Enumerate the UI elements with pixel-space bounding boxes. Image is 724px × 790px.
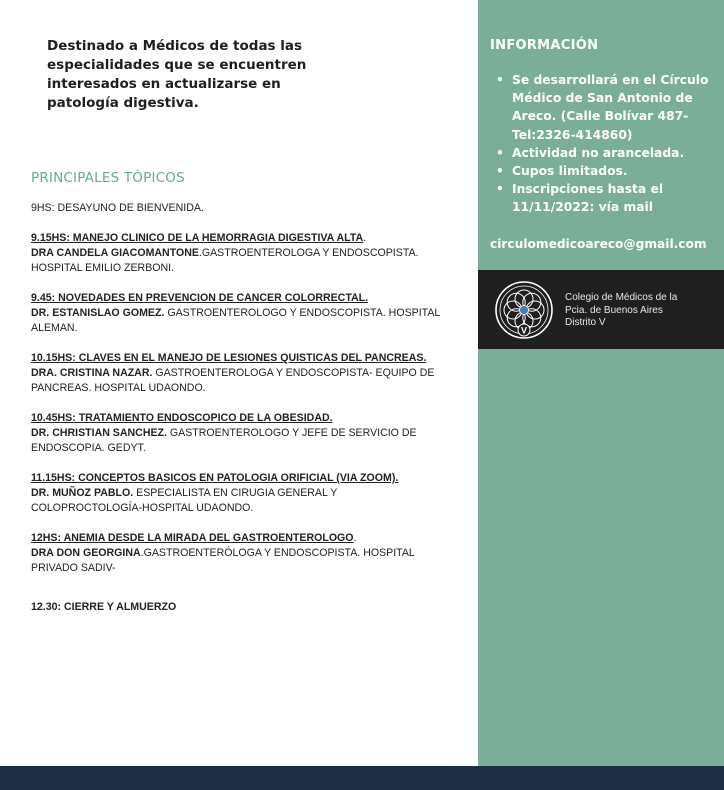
topic-title-suffix: . <box>363 232 367 244</box>
college-name-line: Colegio de Médicos de la <box>565 292 678 303</box>
topic-item <box>31 201 451 216</box>
topic-title-suffix: . <box>353 532 357 544</box>
topics-heading: PRINCIPALES TÓPICOS <box>31 170 185 186</box>
topic-speaker: DRA CANDELA GIACOMANTONE <box>31 247 199 259</box>
info-heading: INFORMACIÓN <box>490 38 599 53</box>
topic-title: 9.45: NOVEDADES EN PREVENCION DE CANCER COLORRECTAL. <box>31 292 369 304</box>
college-banner <box>478 270 724 349</box>
topic-speaker: DR. ESTANISLAO GOMEZ. <box>31 307 165 319</box>
topic-title: 11.15HS: CONCEPTOS BASICOS EN PATOLOGIA ORIFICIAL (VIA ZOOM). <box>31 472 399 484</box>
topic-detail: GASTROENTEROLOGA Y ENDOSCOPISTA- EQUIPO DE PANCREAS. HOSPITAL UDAONDO. <box>31 367 435 394</box>
topic-item <box>31 471 451 516</box>
topic-speaker: DRA. CRISTINA NAZAR. <box>31 367 153 379</box>
topic-title: 10.45HS: TRATAMIENTO ENDOSCOPICO DE LA OBESIDAD. <box>31 412 333 424</box>
info-item-text: Cupos limitados. <box>512 164 628 179</box>
info-item <box>490 180 712 216</box>
topic-title: 12HS: ANEMIA DESDE LA MIRADA DEL GASTROENTEROLOGO <box>31 532 354 544</box>
topic-title: 9HS: DESAYUNO DE BIENVENIDA. <box>31 202 204 214</box>
topic-item <box>31 411 451 456</box>
college-name-line: Distrito V <box>565 317 606 328</box>
contact-email[interactable]: circulomedicoareco@gmail.com <box>490 237 707 251</box>
info-list <box>490 71 712 217</box>
info-item <box>490 71 712 144</box>
emblem-letter: V <box>520 325 528 336</box>
footer-bar <box>0 766 724 790</box>
topic-detail: ESPECIALISTA EN CIRUGIA GENERAL Y COLOPROCTOLOGÍA-HOSPITAL UDAONDO. <box>31 487 338 514</box>
bullet-icon: • <box>496 73 504 87</box>
bullet-icon: • <box>496 182 504 197</box>
topic-item <box>31 531 451 576</box>
info-item <box>490 162 712 180</box>
topic-speaker: DR. CHRISTIAN SANCHEZ. <box>31 427 167 439</box>
info-item-text: Se desarrollará en el Círculo Médico de San Antonio de Areco. (Calle Bolívar 487- Tel:2326-414860) <box>512 73 709 142</box>
topic-detail: GASTROENTEROLOGO Y ENDOSCOPISTA. HOSPITAL ALEMAN. <box>31 307 440 334</box>
info-item <box>490 144 712 162</box>
info-item-text: Inscripciones hasta el 11/11/2022: vía mail <box>512 182 664 215</box>
topic-title: 10.15HS: CLAVES EN EL MANEJO DE LESIONES QUISTICAS DEL PANCREAS. <box>31 352 427 364</box>
closing-item: 12.30: CIERRE Y ALMUERZO <box>31 601 177 613</box>
topic-detail: .GASTROENTEROLOGA Y ENDOSCOPISTA. HOSPITAL EMILIO ZERBONI. <box>31 247 419 274</box>
topic-speaker: DRA DON GEORGINA <box>31 547 141 559</box>
topic-title: 9.15HS: MANEJO CLINICO DE LA HEMORRAGIA DIGESTIVA ALTA <box>31 232 364 244</box>
topic-item <box>31 351 451 396</box>
topic-item <box>31 291 451 336</box>
college-name <box>565 292 715 330</box>
topic-detail: .GASTROENTERÓLOGA Y ENDOSCOPISTA. HOSPITAL PRIVADO SADIV- <box>31 547 415 574</box>
info-item-text: Actividad no arancelada. <box>512 145 685 160</box>
topic-detail: GASTROENTEROLOGO Y JEFE DE SERVICIO DE ENDOSCOPIA. GEDYT. <box>31 427 417 454</box>
college-emblem-icon <box>494 280 554 340</box>
intro-text: Destinado a Médicos de todas las especialidades que se encuentren interesados en actualizarse en patología digestiva. <box>47 38 307 111</box>
bullet-icon: • <box>496 164 504 179</box>
topic-speaker: DR. MUÑOZ PABLO. <box>31 487 134 499</box>
topic-item <box>31 231 451 276</box>
bullet-icon: • <box>496 145 504 160</box>
college-name-line: Pcia. de Buenos Aires <box>565 304 663 316</box>
topic-list <box>31 201 451 630</box>
